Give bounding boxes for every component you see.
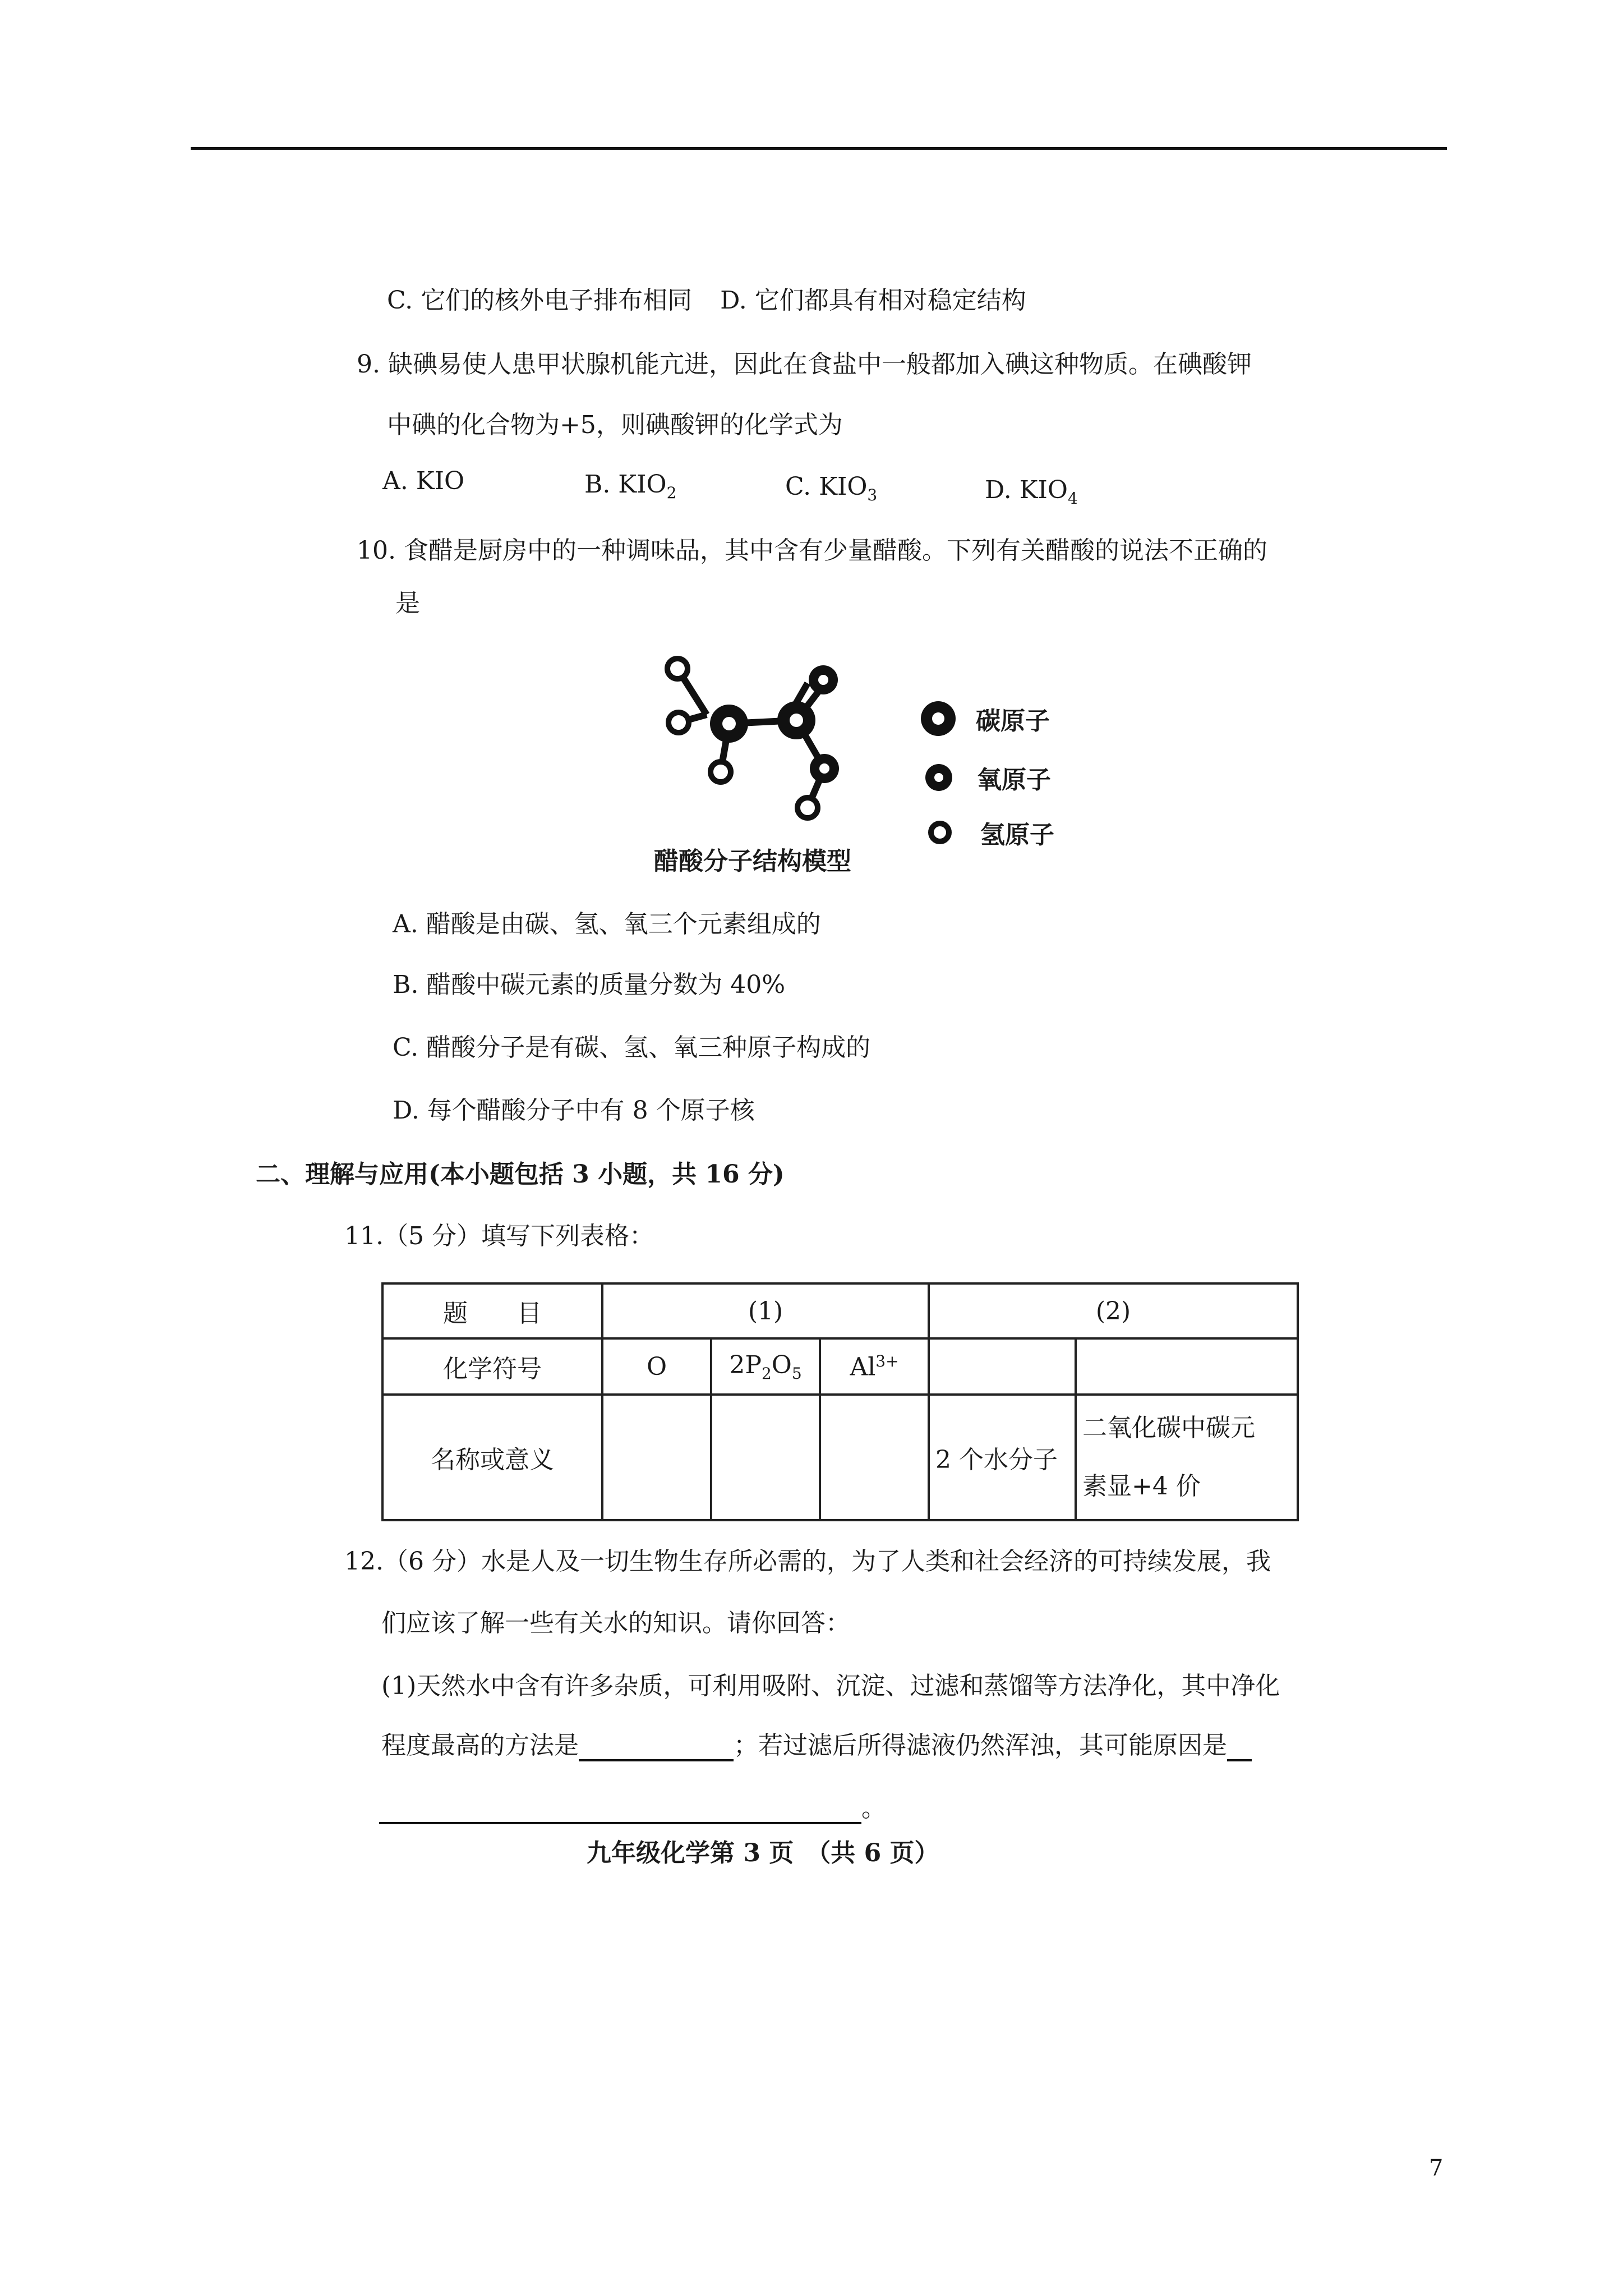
carbon-atom-highlight — [790, 714, 803, 727]
hydrogen-atom — [711, 762, 731, 782]
q12-part1-line1: (1)天然水中含有许多杂质，可利用吸附、沉淀、过滤和蒸馏等方法净化，其中净化 — [381, 1672, 1280, 1700]
q12-part1-line2: 程度最高的方法是 ；若过滤后所得滤液仍然浑浊，其可能原因是 — [381, 1730, 1252, 1761]
legend-hydrogen: 氢原子 — [928, 815, 1054, 850]
q9-option-a: A. KIO — [382, 467, 465, 495]
q12-part1-line3: 。 — [379, 1793, 886, 1824]
table-row-label-meaning: 名称或意义 — [382, 1395, 602, 1520]
hydrogen-atom — [797, 798, 818, 818]
q9-option-d: D. $KIO_4$ — [985, 476, 1078, 508]
symbol-aluminium-ion: $Al^{3+}$ — [820, 1338, 929, 1395]
q9-stem-line1: 9. 缺碘易使人患甲状腺机能亢进，因此在食盐中一般都加入碘这种物质。在碘酸钾 — [357, 350, 1252, 379]
symbol-p2o5: $2P_2O_5$ — [711, 1338, 820, 1395]
header-rule — [191, 147, 1447, 150]
table-header-part1: (1) — [602, 1283, 929, 1338]
hydrogen-legend-icon — [928, 820, 952, 845]
q8-option-c: C. 它们的核外电子排布相同 — [387, 286, 693, 315]
q10-option-b: B. 醋酸中碳元素的质量分数为 40% — [393, 970, 786, 999]
oxygen-atom-highlight — [819, 763, 829, 774]
answer-blank-reason-start[interactable] — [1227, 1733, 1252, 1761]
oxygen-atom-highlight — [818, 675, 828, 685]
meaning-water-molecules: 2 个水分子 — [929, 1395, 1076, 1520]
table-row-label-symbol: 化学符号 — [382, 1338, 602, 1395]
meaning-answer-blank-2[interactable] — [711, 1395, 820, 1520]
carbon-atom-highlight — [722, 717, 736, 730]
table-header-topic: 题 目 — [382, 1283, 602, 1338]
answer-blank-reason[interactable] — [379, 1796, 861, 1824]
q10-stem-line2: 是 — [395, 589, 420, 618]
molecule-caption: 醋酸分子结构模型 — [654, 847, 851, 876]
page-footer: 九年级化学第 3 页 （共 6 页） — [587, 1839, 939, 1867]
answer-blank-purification[interactable] — [579, 1733, 734, 1761]
symbol-answer-blank-1[interactable] — [929, 1338, 1076, 1395]
hydrogen-atom — [667, 659, 688, 679]
legend-oxygen: 氧原子 — [924, 760, 1051, 795]
table-header-part2: (2) — [929, 1283, 1298, 1338]
hydrogen-atom — [668, 712, 689, 733]
page-number: 7 — [1429, 2155, 1444, 2181]
q11-stem: 11.（5 分）填写下列表格： — [344, 1222, 654, 1250]
q11-fill-table — [381, 1282, 1299, 1521]
q10-option-d: D. 每个醋酸分子中有 8 个原子核 — [393, 1096, 755, 1125]
legend-carbon: 碳原子 — [920, 700, 1050, 737]
meaning-co2-carbon-valence: 二氧化碳中碳元 素显+4 价 — [1076, 1395, 1298, 1520]
symbol-oxygen: O — [602, 1338, 711, 1395]
meaning-answer-blank-1[interactable] — [602, 1395, 711, 1520]
q8-option-d: D. 它们都具有相对稳定结构 — [720, 286, 1026, 315]
q9-option-c: C. $KIO_3$ — [785, 472, 878, 504]
q9-stem-line2: 中碘的化合物为+5，则碘酸钾的化学式为 — [387, 411, 843, 439]
symbol-answer-blank-2[interactable] — [1076, 1338, 1298, 1395]
q10-option-c: C. 醋酸分子是有碳、氢、氧三种原子构成的 — [393, 1033, 871, 1062]
q12-stem-line1: 12.（6 分）水是人及一切生物生存所必需的，为了人类和社会经济的可持续发展，我 — [344, 1547, 1271, 1576]
q12-stem-line2: 们应该了解一些有关水的知识。请你回答： — [381, 1609, 850, 1637]
acetic-acid-molecule-model — [639, 645, 875, 847]
q10-stem-line1: 10. 食醋是厨房中的一种调味品，其中含有少量醋酸。下列有关醋酸的说法不正确的 — [357, 536, 1267, 565]
meaning-answer-blank-3[interactable] — [820, 1395, 929, 1520]
q8-option-line — [387, 285, 1026, 316]
q9-option-b: B. $KIO_2$ — [584, 470, 677, 502]
oxygen-legend-icon — [924, 763, 953, 792]
carbon-legend-icon — [920, 700, 957, 737]
q10-option-a: A. 醋酸是由碳、氢、氧三个元素组成的 — [393, 910, 821, 938]
section-2-heading: 二、理解与应用(本小题包括 3 小题，共 16 分) — [256, 1160, 785, 1189]
